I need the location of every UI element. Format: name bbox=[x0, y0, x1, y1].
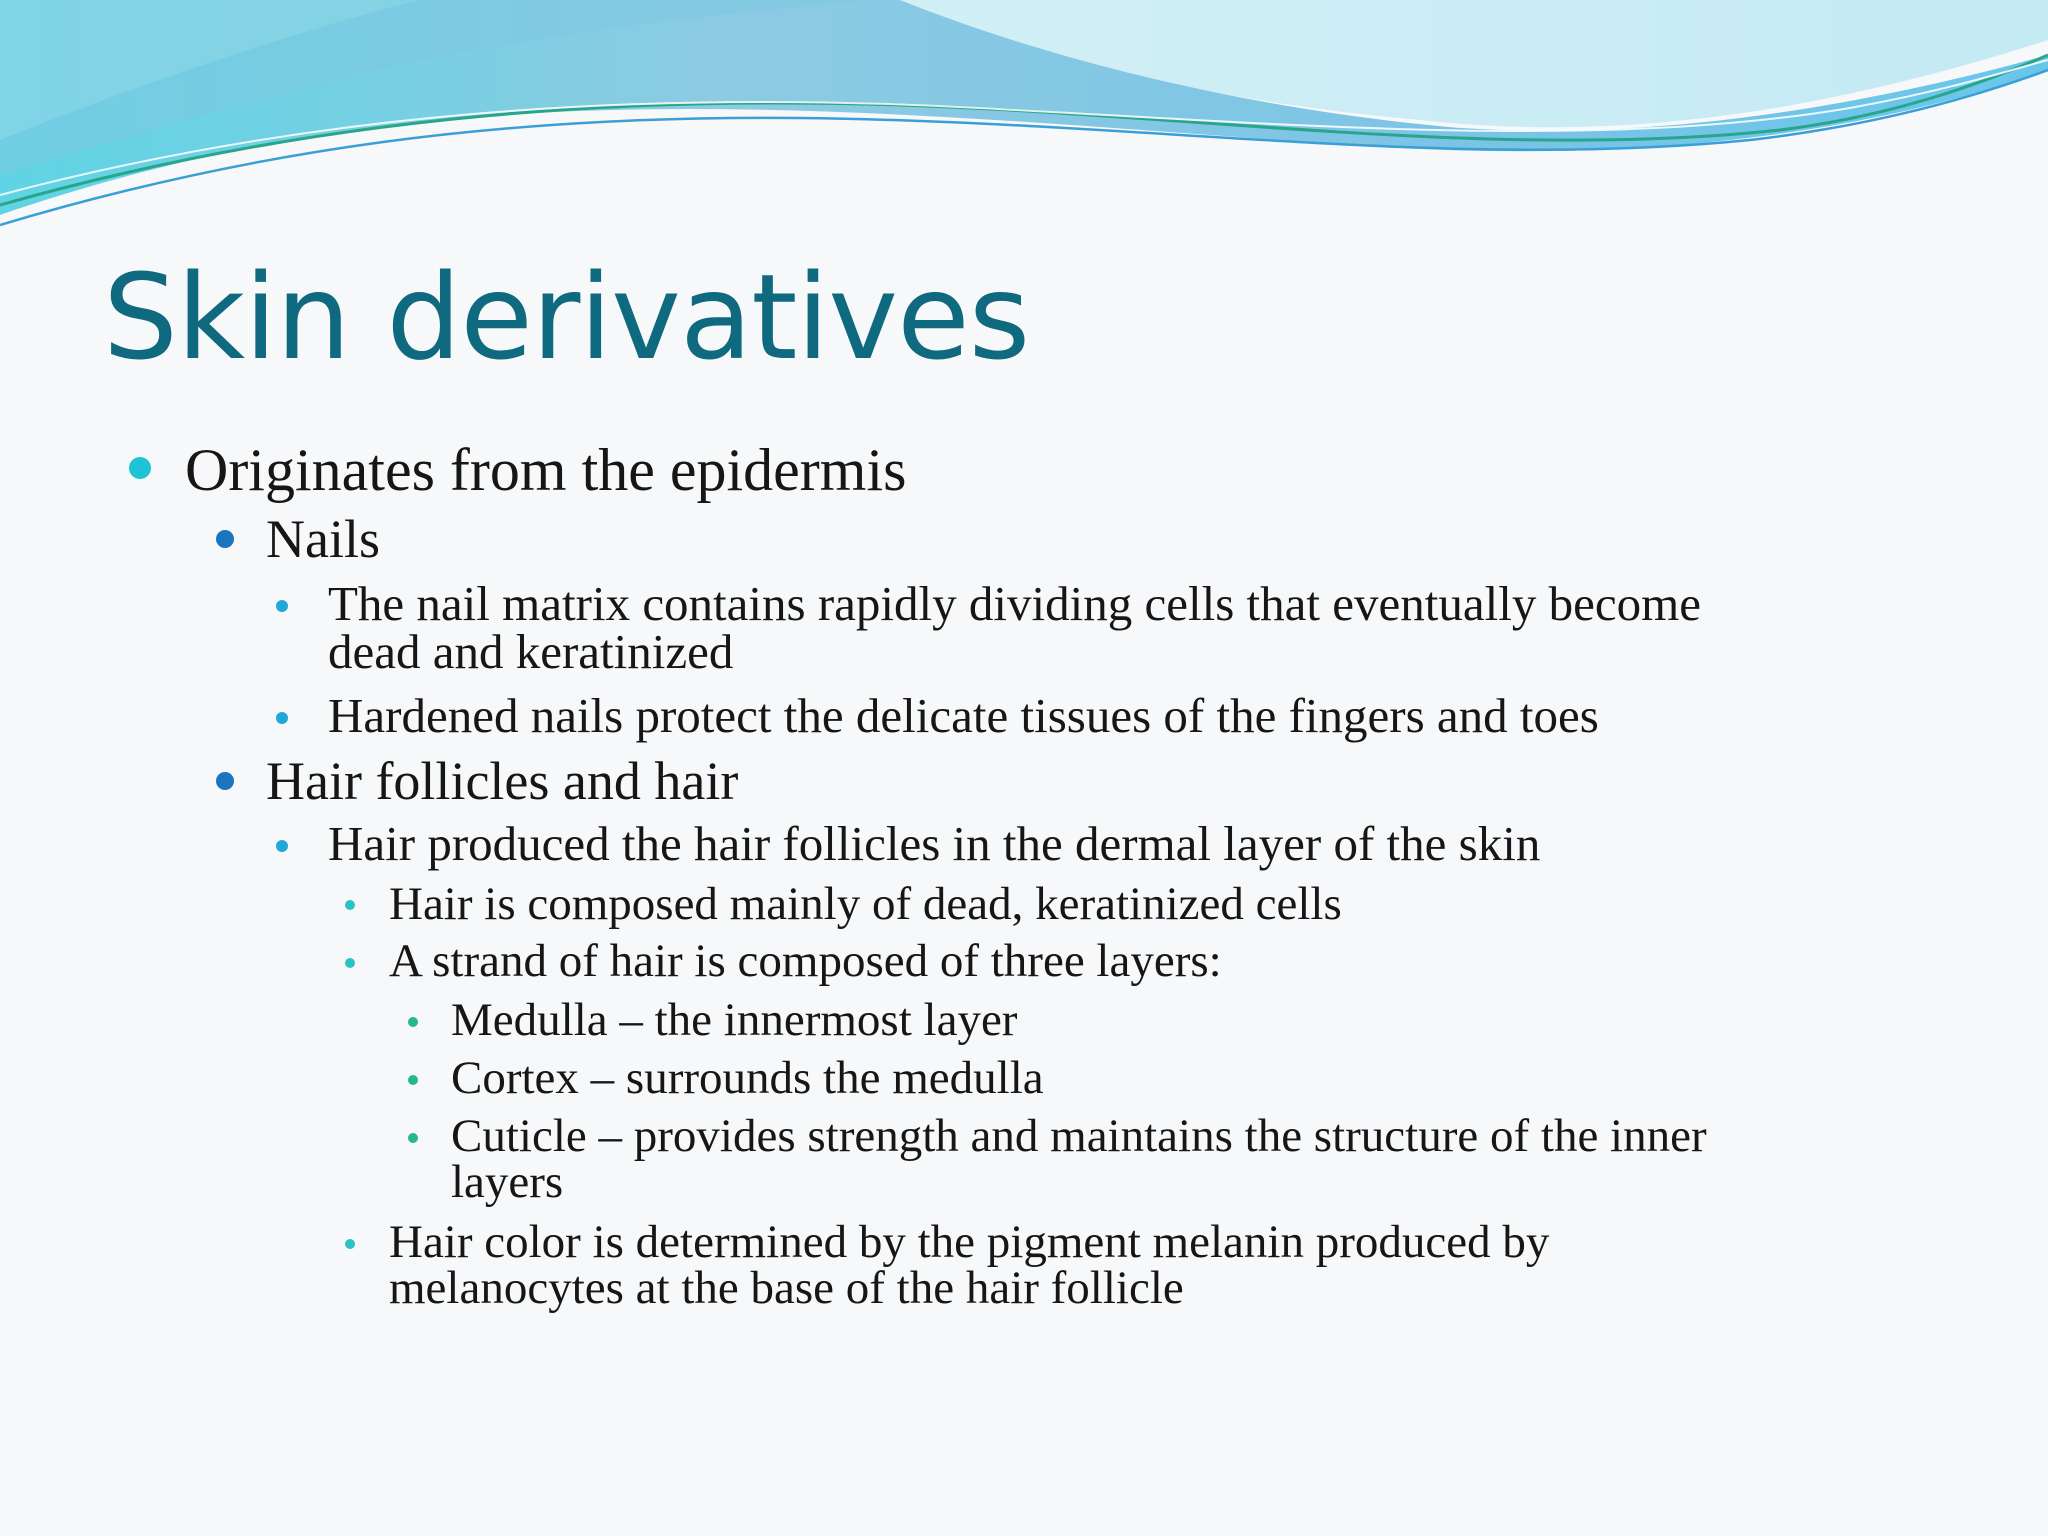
bullet-dot bbox=[408, 1017, 418, 1027]
bullet-cuticle-line1: Cuticle – provides strength and maintains the structure of the inner bbox=[451, 1110, 1707, 1162]
bullet-cortex: Cortex – surrounds the medulla bbox=[451, 1052, 1044, 1104]
bullet-dot bbox=[276, 840, 288, 852]
bullet-originates: Originates from the epidermis bbox=[185, 437, 907, 503]
bullet-hair-color-line2: melanocytes at the base of the hair follicle bbox=[389, 1262, 1184, 1314]
bullet-dot bbox=[345, 958, 355, 968]
bullet-hair-color-line1: Hair color is determined by the pigment melanin produced by bbox=[389, 1216, 1550, 1268]
bullet-dot bbox=[216, 772, 234, 790]
bullet-dot bbox=[408, 1133, 418, 1143]
bullet-nails: Nails bbox=[266, 509, 380, 569]
bullet-nail-matrix-line1: The nail matrix contains rapidly dividing cells that eventually become bbox=[328, 576, 1701, 631]
bullet-dot bbox=[276, 600, 288, 612]
bullet-hair-composed: Hair is composed mainly of dead, keratinized cells bbox=[389, 878, 1342, 930]
bullet-dot bbox=[408, 1075, 418, 1085]
bullet-hardened-nails: Hardened nails protect the delicate tissues of the fingers and toes bbox=[328, 688, 1599, 743]
bullet-nail-matrix-line2: dead and keratinized bbox=[328, 624, 734, 679]
bullet-strand: A strand of hair is composed of three layers: bbox=[389, 935, 1222, 987]
bullet-dot bbox=[129, 457, 151, 479]
slide-title: Skin derivatives bbox=[103, 248, 1030, 386]
bullet-dot bbox=[276, 712, 288, 724]
bullet-dot bbox=[345, 900, 355, 910]
bullet-hair-produced: Hair produced the hair follicles in the dermal layer of the skin bbox=[328, 816, 1541, 871]
bullet-cuticle-line2: layers bbox=[451, 1156, 564, 1208]
bullet-dot bbox=[345, 1239, 355, 1249]
bullet-medulla: Medulla – the innermost layer bbox=[451, 994, 1018, 1046]
bullet-dot bbox=[216, 530, 234, 548]
bullet-hair-follicles: Hair follicles and hair bbox=[266, 751, 739, 811]
